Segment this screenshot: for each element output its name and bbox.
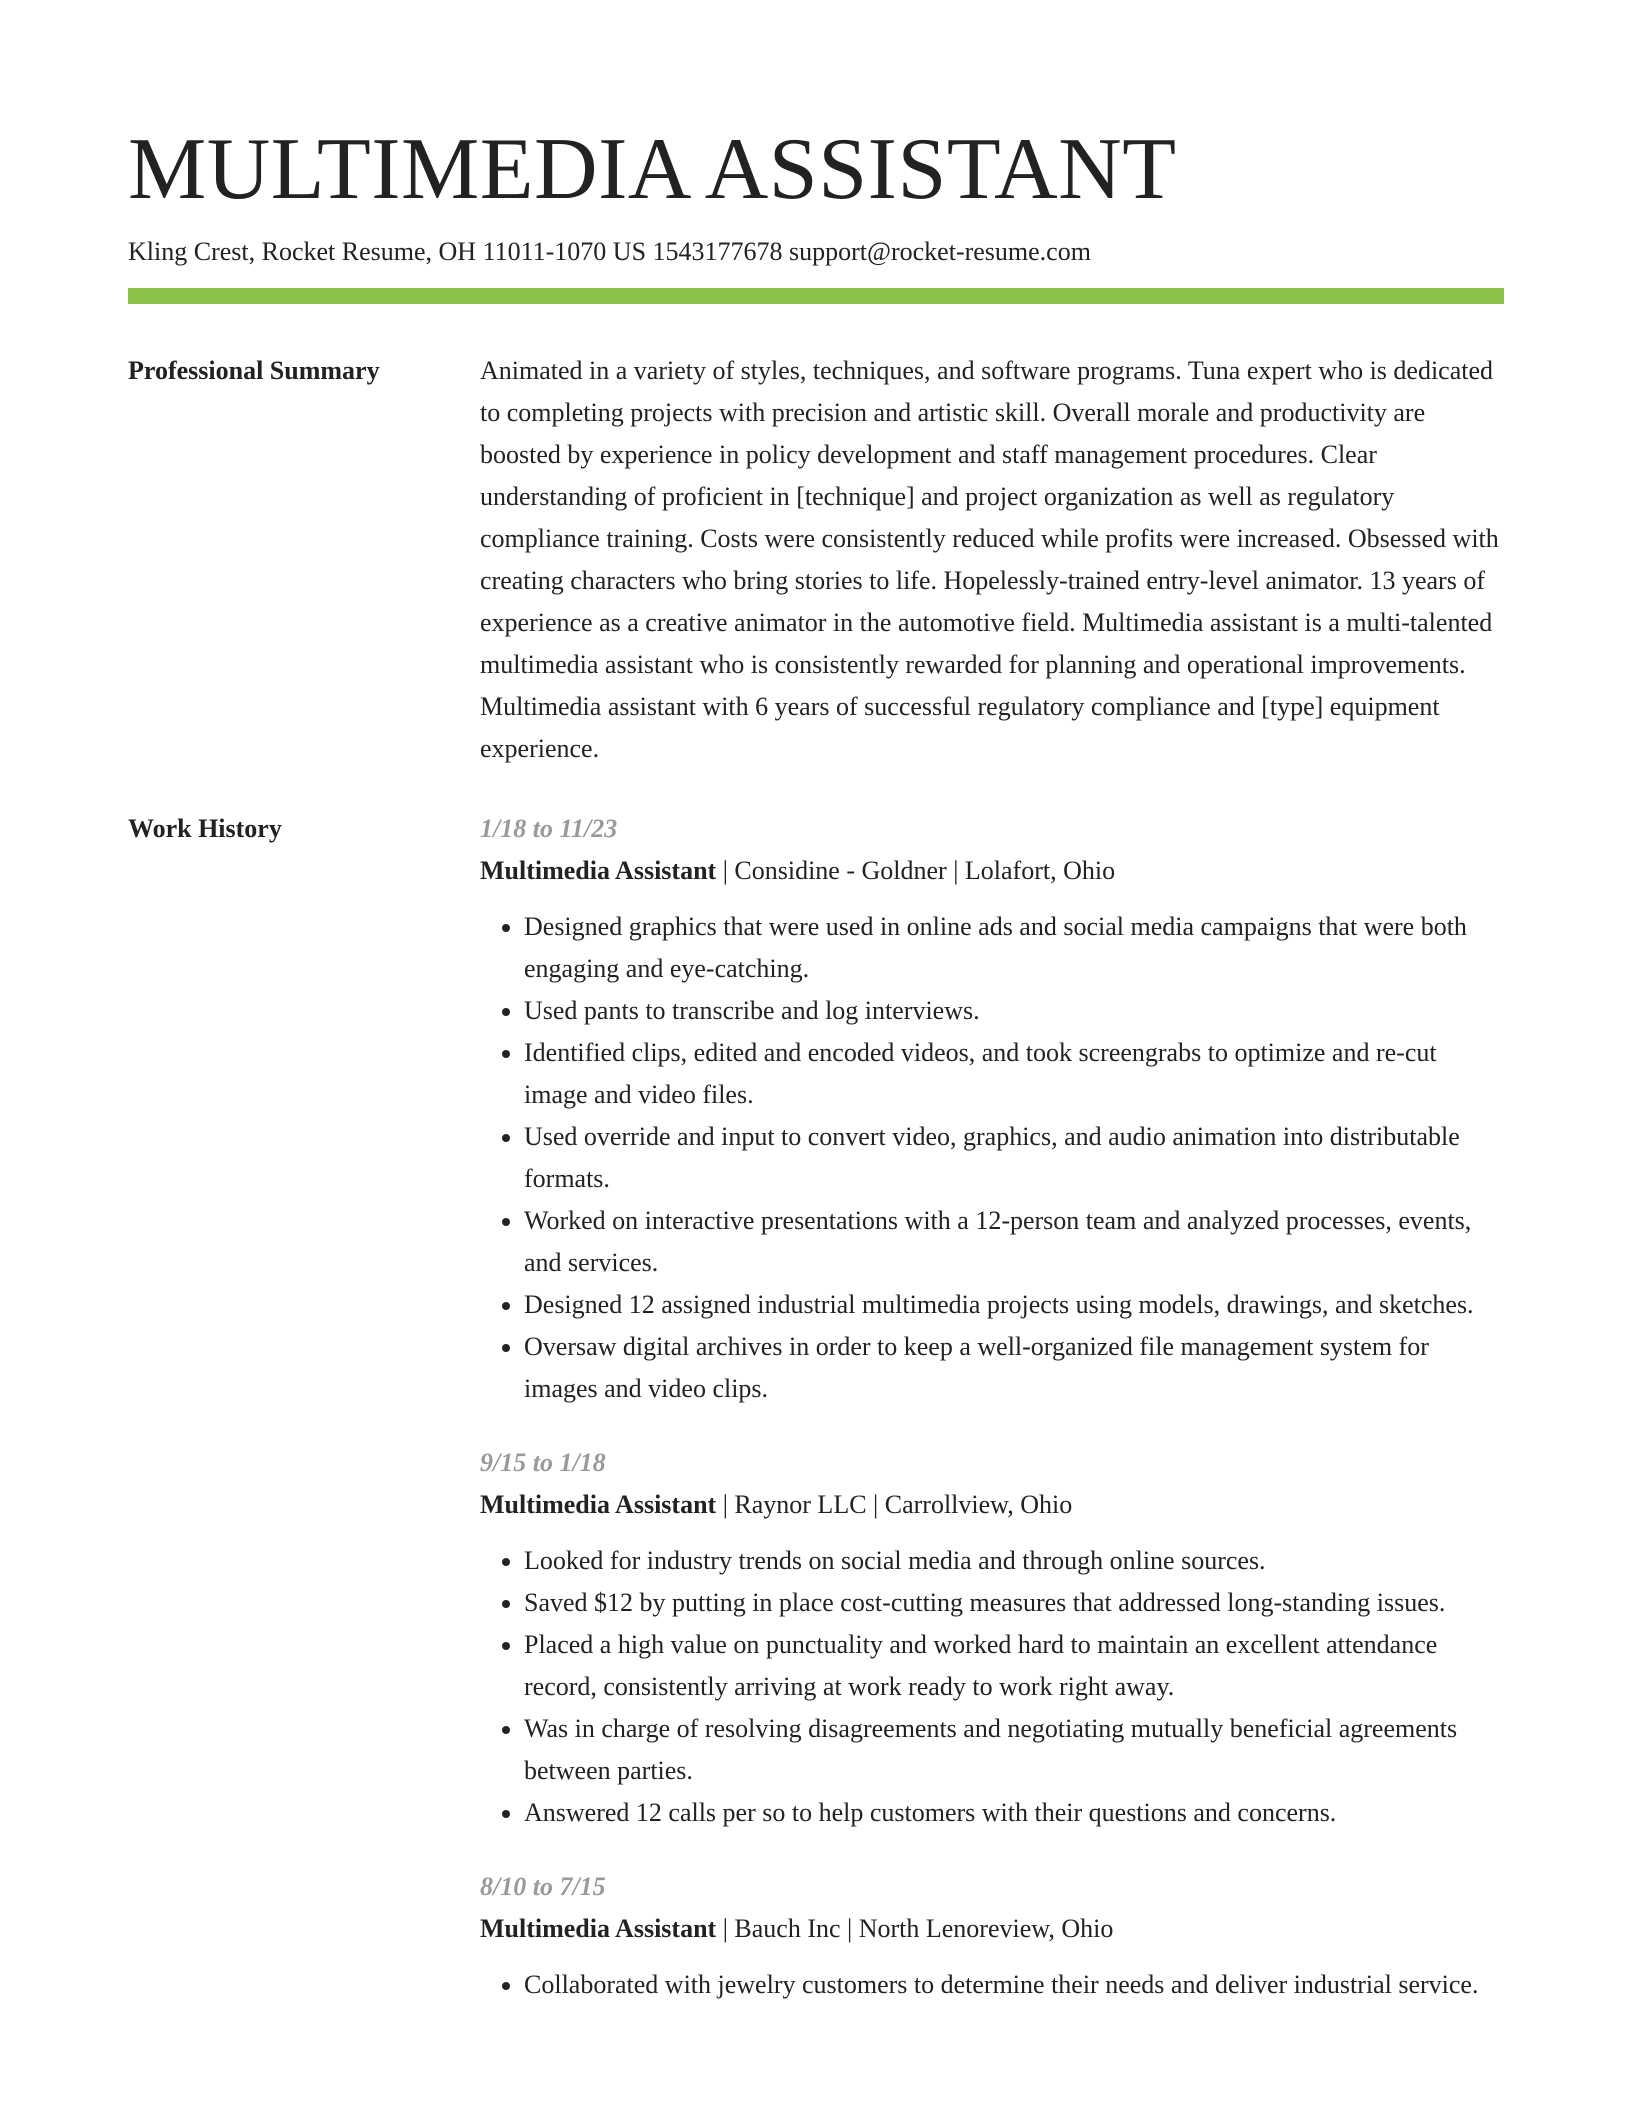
job-bullet-list (480, 1540, 1504, 1834)
work-history-body (480, 808, 1504, 2006)
job-bullet-list (480, 906, 1504, 1410)
summary-body (480, 350, 1504, 770)
section-label-work-history: Work History (128, 814, 282, 843)
accent-divider (128, 288, 1504, 304)
job-bullet: • Collaborated with jewelry customers to determine their needs and deliver industrial service. (524, 1964, 1504, 2006)
job-dates: 9/15 to 1/18 (480, 1448, 606, 1477)
section-label-summary: Professional Summary (128, 356, 380, 385)
job-heading (480, 1908, 1504, 1950)
job-heading (480, 1484, 1504, 1526)
job-details: | Bauch Inc | North Lenoreview, Ohio (716, 1914, 1114, 1943)
job-bullet-list (480, 1964, 1504, 2006)
contact-line: Kling Crest, Rocket Resume, OH 11011-1070 US 1543177678 support@rocket-resume.com (128, 237, 1091, 266)
job-title: Multimedia Assistant (480, 1914, 717, 1943)
summary-text: Animated in a variety of styles, techniques, and software programs. Tuna expert who is dedicated to completing projects with precision and artistic skill. Overall morale and productivity are boosted by experience in policy development and staff management procedures. Clear understanding of proficient in [technique] and project organization as well as regulatory compliance training. Costs were consistently reduced while profits were increased. Obsessed with creating characters who bring stories to life. Hopelessly-trained entry-level animator. 13 years of experience as a creative animator in the automotive field. Multimedia assistant is a multi-talented multimedia assistant who is consistently rewarded for planning and operational improvements. Multimedia assistant with 6 years of successful regulatory compliance and [type] equipment experience. (480, 356, 1499, 763)
resume-page (128, 118, 1504, 2006)
job-bullet: • Looked for industry trends on social media and through online sources. (524, 1540, 1504, 1582)
job-entry (480, 1442, 1504, 1834)
job-details: | Raynor LLC | Carrollview, Ohio (716, 1490, 1073, 1519)
job-bullet: • Used override and input to convert video, graphics, and audio animation into distributable formats. (524, 1116, 1504, 1200)
job-dates: 1/18 to 11/23 (480, 814, 618, 843)
job-title: Multimedia Assistant (480, 1490, 717, 1519)
job-bullet: • Used pants to transcribe and log interviews. (524, 990, 1504, 1032)
job-bullet: • Designed graphics that were used in online ads and social media campaigns that were both engaging and eye-catching. (524, 906, 1504, 990)
job-details: | Considine - Goldner | Lolafort, Ohio (716, 856, 1116, 885)
job-entry (480, 1866, 1504, 2006)
job-heading (480, 850, 1504, 892)
job-bullet: • Oversaw digital archives in order to keep a well-organized file management system for images and video clips. (524, 1326, 1504, 1410)
job-bullet: • Worked on interactive presentations with a 12-person team and analyzed processes, events, and services. (524, 1200, 1504, 1284)
job-bullet: • Saved $12 by putting in place cost-cutting measures that addressed long-standing issues. (524, 1582, 1504, 1624)
professional-summary-section (128, 350, 1504, 770)
job-bullet: • Designed 12 assigned industrial multimedia projects using models, drawings, and sketches. (524, 1284, 1504, 1326)
job-bullet: • Answered 12 calls per so to help customers with their questions and concerns. (524, 1792, 1504, 1834)
job-title: Multimedia Assistant (480, 856, 717, 885)
job-bullet: • Was in charge of resolving disagreements and negotiating mutually beneficial agreements between parties. (524, 1708, 1504, 1792)
resume-title: MULTIMEDIA ASSISTANT (128, 121, 1177, 218)
job-bullet: • Identified clips, edited and encoded videos, and took screengrabs to optimize and re-cut image and video files. (524, 1032, 1504, 1116)
job-dates: 8/10 to 7/15 (480, 1872, 606, 1901)
work-history-section (128, 808, 1504, 2006)
job-bullet: • Placed a high value on punctuality and worked hard to maintain an excellent attendance record, consistently arriving at work ready to work right away. (524, 1624, 1504, 1708)
job-entry (480, 808, 1504, 1410)
